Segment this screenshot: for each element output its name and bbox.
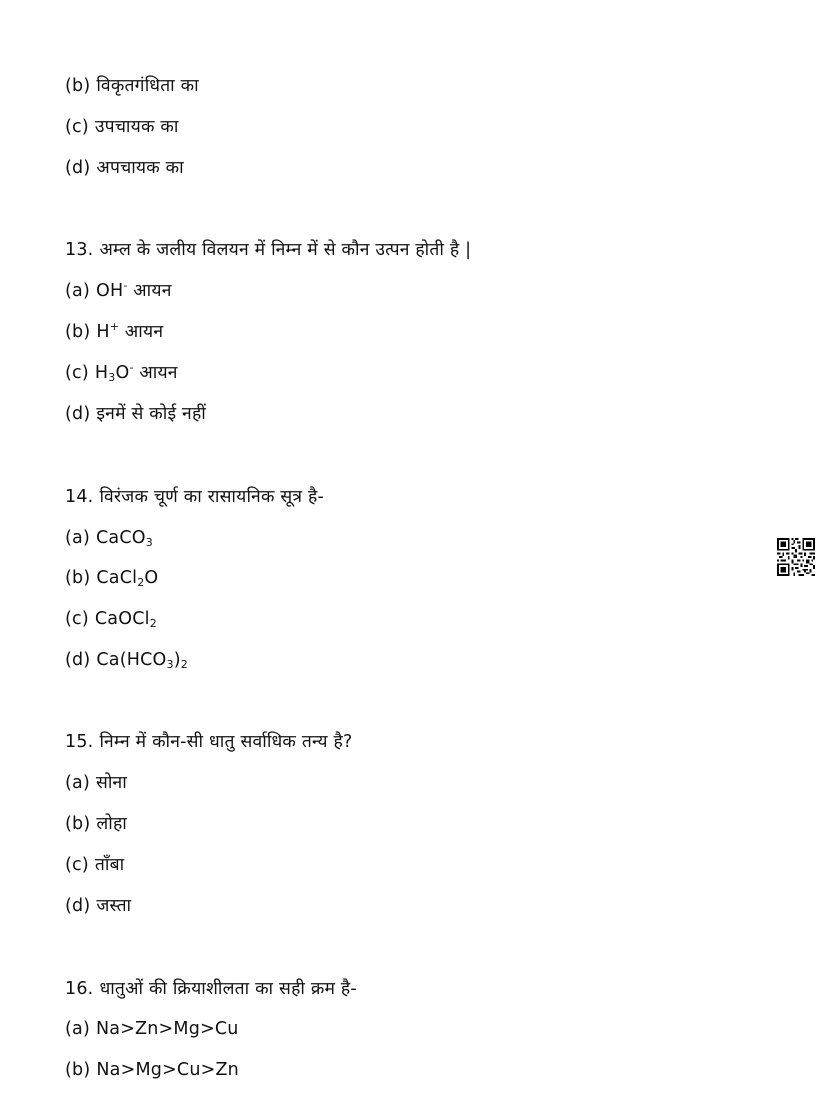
q12-option-c: (c) उपचायक का	[65, 117, 179, 137]
q13-option-a: (a) OH- आयन	[65, 279, 172, 301]
q13-option-d: (d) इनमें से कोई नहीं	[65, 404, 206, 424]
q15-question: 15. निम्न में कौन-सी धातु सर्वाधिक तन्य है?	[65, 732, 353, 752]
q16-question: 16. धातुओं की क्रियाशीलता का सही क्रम है-	[65, 979, 357, 999]
q12-option-d: (d) अपचायक का	[65, 158, 184, 178]
q16-option-a: (a) Na>Zn>Mg>Cu	[65, 1019, 239, 1039]
q13-option-c: (c) $H_3O^-$ आयन	[65, 361, 178, 384]
q14-question: 14. विरंजक चूर्ण का रासायनिक सूत्र है-	[65, 487, 325, 507]
q15-option-c: (c) ताँबा	[65, 855, 125, 875]
q14-option-b: (b) CaCl$_2$O	[65, 568, 159, 589]
q14-option-c: (c) CaOCl$_2$	[65, 609, 157, 630]
qr-code-icon	[776, 538, 816, 576]
q13-question: 13. अम्ल के जलीय विलयन में निम्न में से कौन उत्पन होती है |	[65, 240, 472, 260]
q15-option-b: (b) लोहा	[65, 814, 127, 834]
q15-option-a: (a) सोना	[65, 773, 127, 793]
q12-option-b: (b) विकृतगंधिता का	[65, 76, 199, 96]
q16-option-b: (b) Na>Mg>Cu>Zn	[65, 1060, 239, 1080]
q13-option-b: (b) H+ आयन	[65, 320, 164, 342]
q14-option-a: (a) CaCO$_3$	[65, 528, 153, 549]
q15-option-d: (d) जस्ता	[65, 896, 132, 916]
q14-option-d: (d) $Ca(HCO_3)_2$	[65, 650, 188, 671]
